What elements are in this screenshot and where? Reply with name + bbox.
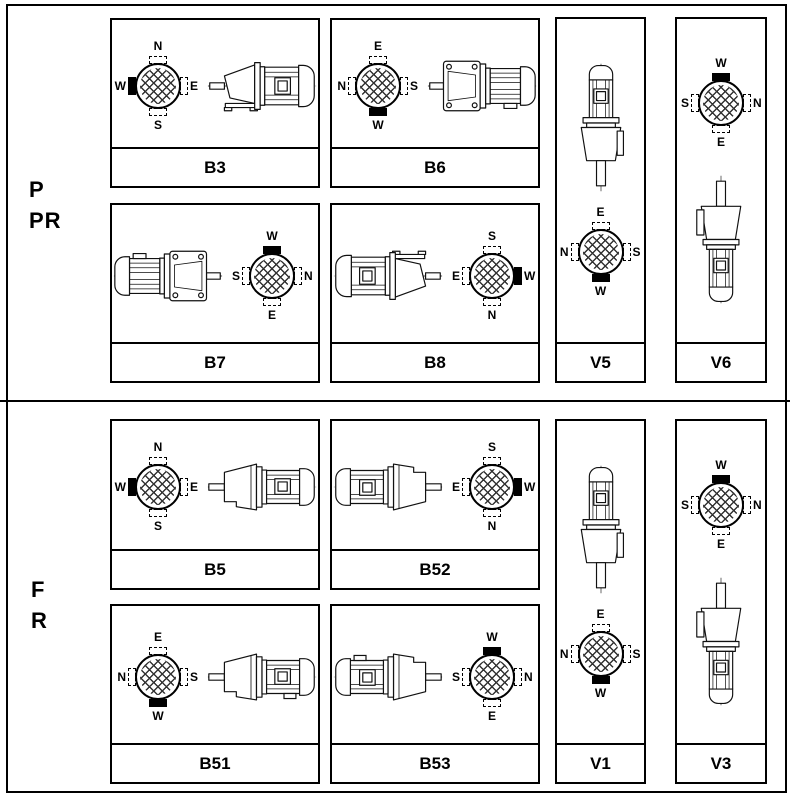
compass-tab-right xyxy=(180,668,188,686)
cell-b53 xyxy=(330,604,540,784)
gearmotor-flange-mounted-icon xyxy=(207,453,317,521)
compass-label-right: E xyxy=(190,480,199,494)
fan-cover-circle xyxy=(135,464,181,510)
compass-label-bottom: E xyxy=(267,307,277,322)
compass-tab-right xyxy=(400,77,408,95)
compass-label-bottom: W xyxy=(372,117,384,132)
position-label: V6 xyxy=(710,352,732,372)
compass-label-left: N xyxy=(559,245,569,259)
gearmotor-flange-rotated-icon xyxy=(333,453,443,521)
compass-label-top: W xyxy=(715,56,727,70)
compass-label-top: S xyxy=(487,440,497,454)
fan-cover-circle xyxy=(135,654,181,700)
gearmotor-vertical-shaft-up-icon xyxy=(686,174,756,305)
compass-label-bottom: E xyxy=(487,708,497,723)
compass-label-top: S xyxy=(487,228,497,243)
compass-label-bottom: E xyxy=(716,135,726,149)
orientation-compass xyxy=(447,229,537,323)
compass-label-top: N xyxy=(153,38,163,53)
compass-tab-right xyxy=(180,77,188,95)
position-label-band xyxy=(557,342,644,381)
fan-cover-circle xyxy=(578,229,624,275)
compass-label-bottom: W xyxy=(152,708,164,723)
position-label: B52 xyxy=(419,559,451,579)
fan-cover-circle xyxy=(469,253,515,299)
compass-label-right: S xyxy=(632,646,641,661)
position-label: B3 xyxy=(204,157,226,177)
compass-label-left: N xyxy=(117,669,126,684)
gearmotor-vertical-shaft-down-icon xyxy=(566,464,636,595)
cell-b6 xyxy=(330,18,540,188)
gearmotor-foot-mounted-icon xyxy=(207,52,317,120)
cell-b3 xyxy=(110,18,320,188)
position-label: V1 xyxy=(590,753,611,773)
compass-label-right: N xyxy=(753,96,762,110)
compass-label-top: E xyxy=(596,606,605,621)
position-label-band xyxy=(332,147,538,186)
compass-tab-right xyxy=(623,243,631,261)
compass-label-right: N xyxy=(524,669,533,684)
compass-label-left: S xyxy=(451,669,460,684)
position-label: B53 xyxy=(419,753,451,773)
position-label-band xyxy=(112,549,318,588)
compass-label-bottom: W xyxy=(594,685,607,700)
position-label-band xyxy=(677,342,765,381)
fan-cover-circle xyxy=(698,482,744,528)
compass-label-bottom: E xyxy=(716,536,726,551)
compass-tab-right xyxy=(623,645,631,663)
position-label: V3 xyxy=(710,753,732,773)
compass-label-right: E xyxy=(190,78,199,93)
orientation-compass xyxy=(447,440,537,534)
compass-tab-right xyxy=(294,267,302,285)
orientation-compass xyxy=(113,39,203,133)
fan-cover-circle xyxy=(578,631,624,677)
gearmotor-flange-block-up-icon xyxy=(333,643,443,711)
compass-tab-bottom xyxy=(149,108,167,116)
compass-label-bottom: W xyxy=(594,284,607,298)
fan-cover-circle xyxy=(698,80,744,126)
compass-label-top: E xyxy=(153,629,163,644)
compass-tab-bottom xyxy=(712,125,730,133)
compass-label-right: W xyxy=(524,268,536,283)
orientation-compass xyxy=(113,630,203,724)
compass-label-top: W xyxy=(486,629,498,644)
compass-label-right: S xyxy=(632,245,641,259)
orientation-compass xyxy=(227,229,317,323)
position-label: B5 xyxy=(204,559,226,579)
fan-cover-circle xyxy=(469,464,515,510)
compass-label-top: N xyxy=(153,440,163,454)
row-group-label-f-r xyxy=(31,574,48,636)
compass-tab-bottom xyxy=(149,699,167,707)
position-label-band xyxy=(112,743,318,782)
cell-b52 xyxy=(330,419,540,590)
orientation-compass xyxy=(676,56,766,150)
group-label: R xyxy=(31,608,48,633)
position-label-band xyxy=(332,743,538,782)
compass-label-left: E xyxy=(451,268,460,283)
orientation-compass xyxy=(113,440,203,534)
row-group-label-p-pr xyxy=(29,174,62,236)
compass-label-right: N xyxy=(753,497,762,512)
cell-b8 xyxy=(330,203,540,383)
position-label-band xyxy=(332,342,538,381)
compass-tab-bottom xyxy=(592,274,610,282)
cell-b51 xyxy=(110,604,320,784)
compass-tab-bottom xyxy=(483,699,501,707)
compass-tab-bottom xyxy=(712,527,730,535)
compass-label-left: S xyxy=(680,497,689,512)
compass-label-right: N xyxy=(304,268,313,283)
compass-label-left: E xyxy=(451,480,460,494)
gearmotor-vertical-shaft-up-icon xyxy=(686,576,756,707)
group-label: P xyxy=(29,177,45,202)
compass-label-right: W xyxy=(524,480,536,494)
orientation-compass xyxy=(333,39,423,133)
gearmotor-wall-plate-rotated-icon xyxy=(113,242,223,310)
orientation-compass xyxy=(556,607,646,701)
compass-label-bottom: S xyxy=(153,117,163,132)
cell-v1 xyxy=(555,419,646,784)
position-label-band xyxy=(677,743,765,782)
compass-tab-right xyxy=(514,668,522,686)
cell-v3 xyxy=(675,419,767,784)
group-label: PR xyxy=(29,208,62,233)
cell-v5 xyxy=(555,17,646,383)
compass-label-bottom: N xyxy=(487,519,497,533)
compass-tab-right xyxy=(514,478,522,496)
compass-label-left: N xyxy=(337,78,346,93)
position-label-band xyxy=(332,549,538,588)
orientation-compass xyxy=(447,630,537,724)
compass-tab-bottom xyxy=(483,509,501,517)
cell-v6 xyxy=(675,17,767,383)
compass-label-left: N xyxy=(559,646,569,661)
position-label: B7 xyxy=(204,352,226,372)
compass-tab-right xyxy=(743,94,751,112)
compass-label-top: W xyxy=(715,457,727,472)
gearmotor-foot-up-icon xyxy=(333,242,443,310)
position-label-band xyxy=(112,342,318,381)
compass-label-top: W xyxy=(266,228,278,243)
position-label: B51 xyxy=(199,753,231,773)
compass-tab-bottom xyxy=(369,108,387,116)
fan-cover-circle xyxy=(355,63,401,109)
position-label-band xyxy=(112,147,318,186)
compass-tab-bottom xyxy=(263,298,281,306)
compass-label-left: W xyxy=(114,480,126,494)
compass-tab-right xyxy=(180,478,188,496)
compass-tab-bottom xyxy=(149,509,167,517)
compass-label-right: S xyxy=(190,669,199,684)
fan-cover-circle xyxy=(469,654,515,700)
fan-cover-circle xyxy=(249,253,295,299)
gearmotor-wall-plate-icon xyxy=(427,52,537,120)
orientation-compass xyxy=(676,458,766,552)
compass-tab-bottom xyxy=(592,676,610,684)
fan-cover-circle xyxy=(135,63,181,109)
position-label-band xyxy=(557,743,644,782)
compass-label-bottom: N xyxy=(487,307,497,322)
compass-label-left: S xyxy=(680,96,689,110)
position-label: B8 xyxy=(424,352,446,372)
compass-label-right: S xyxy=(410,78,419,93)
compass-label-left: S xyxy=(231,268,240,283)
compass-label-top: E xyxy=(596,205,605,219)
position-label: B6 xyxy=(424,157,446,177)
gearmotor-flange-foot-icon xyxy=(207,643,317,711)
section-divider-line xyxy=(0,400,790,402)
compass-tab-bottom xyxy=(483,298,501,306)
group-label: F xyxy=(31,577,46,602)
compass-label-left: W xyxy=(114,78,126,93)
compass-label-bottom: S xyxy=(153,519,163,533)
cell-b7 xyxy=(110,203,320,383)
compass-tab-right xyxy=(743,496,751,514)
cell-b5 xyxy=(110,419,320,590)
position-label: V5 xyxy=(590,352,611,372)
compass-tab-right xyxy=(514,267,522,285)
orientation-compass xyxy=(556,205,646,299)
compass-label-top: E xyxy=(373,38,383,53)
gearmotor-vertical-shaft-down-icon xyxy=(566,62,636,193)
